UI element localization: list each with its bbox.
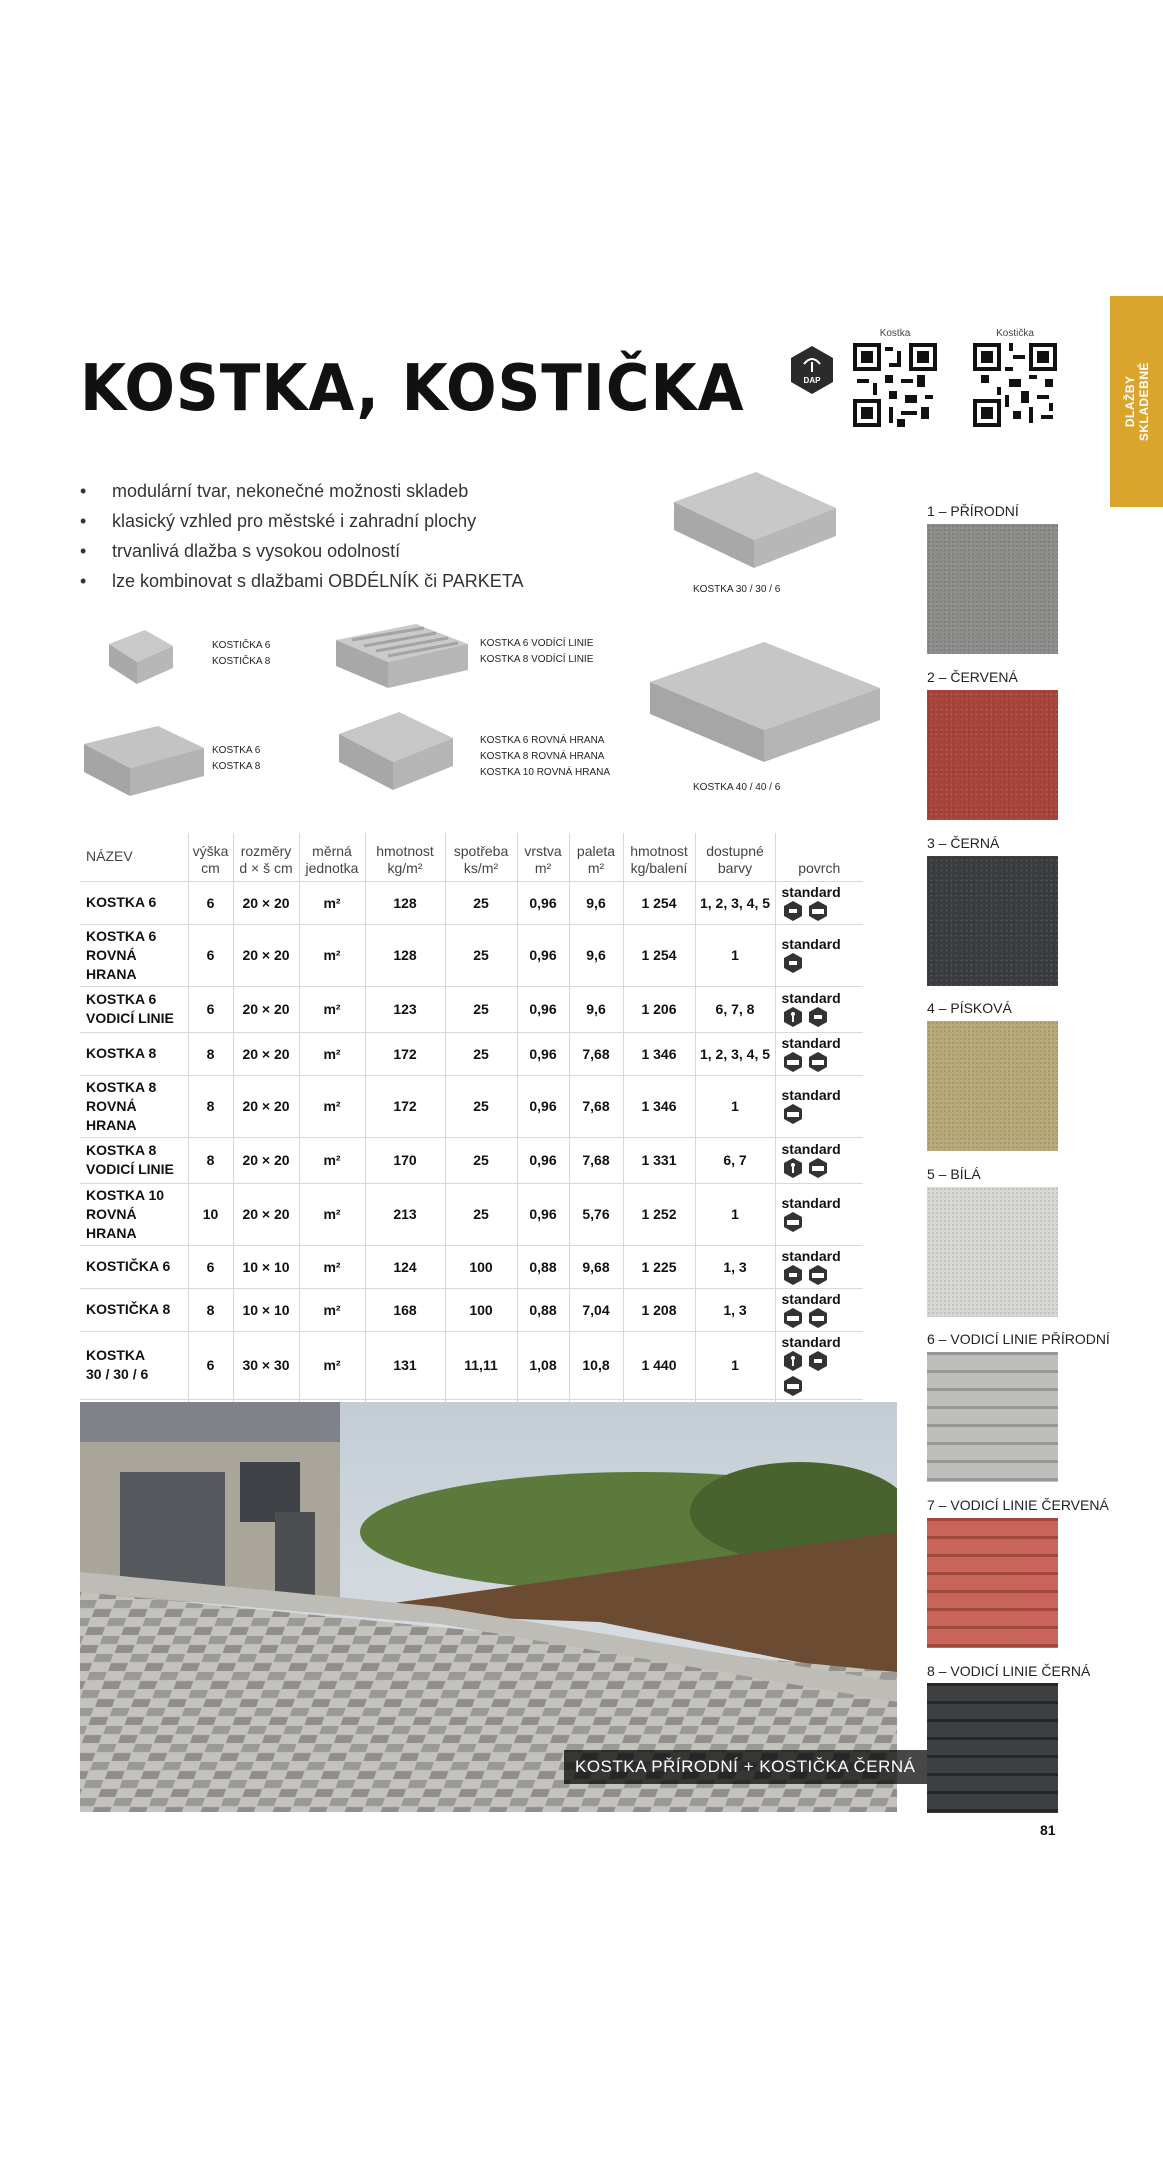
swatch-cervena: [927, 690, 1058, 820]
qr-label: Kostka: [879, 328, 911, 339]
table-row: KOSTKA 6 ROVNÁ HRANA 6 20 × 20 m² 128 25 0,96 9,6 1 254 1 standard: [80, 924, 863, 986]
col-paleta: paleta m²: [569, 833, 623, 881]
truck-icon: [807, 1264, 829, 1286]
swatch-label: 5 – BÍLÁ: [927, 1166, 981, 1182]
table-row: KOSTKA 10 ROVNÁ HRANA 10 20 × 20 m² 213 25 0,96 5,76 1 252 1 standard: [80, 1183, 863, 1245]
swatch-cerna: [927, 856, 1058, 986]
qr-label: Kostička: [996, 328, 1034, 339]
table-row: KOSTKA 8 ROVNÁ HRANA 8 20 × 20 m² 172 25 0,96 7,68 1 346 1 standard: [80, 1075, 863, 1137]
table-row: KOSTIČKA 8 8 10 × 10 m² 168 100 0,88 7,04 1 208 1, 3 standard: [80, 1288, 863, 1331]
truck-icon: [807, 1157, 829, 1179]
col-merna: měrná jednotka: [299, 833, 365, 881]
parking-icon: [807, 1350, 829, 1372]
kosticka-image: [105, 622, 177, 688]
kostka-label: KOSTKA 6 KOSTKA 8: [212, 745, 261, 772]
truck-icon: [782, 1375, 804, 1397]
table-row: KOSTKA 8 VODICÍ LINIE 8 20 × 20 m² 170 25 0,96 7,68 1 331 6, 7 standard: [80, 1137, 863, 1183]
pedestrian-icon: [782, 1006, 804, 1028]
qr-kosticka[interactable]: [973, 328, 1057, 432]
section-tab: [1110, 296, 1163, 507]
table-row: KOSTKA 30 / 30 / 6 6 30 × 30 m² 131 11,11 1,08 10,8 1 440 1 standard: [80, 1331, 863, 1399]
feature-list: [80, 476, 523, 596]
kostka-40-image: [646, 638, 884, 768]
swatch-label: 6 – VODICÍ LINIE PŘÍRODNÍ: [927, 1331, 1110, 1347]
qr-code-icon: [853, 343, 937, 427]
col-name: NÁZEV: [86, 848, 133, 865]
swatch-vodici-cervena: [927, 1518, 1058, 1648]
kostka-image: [82, 722, 206, 802]
kostka-rovna-hrana-image: [337, 708, 455, 794]
swatch-piskova: [927, 1021, 1058, 1151]
table-row: KOSTKA 6 VODICÍ LINIE 6 20 × 20 m² 123 25 0,96 9,6 1 206 6, 7, 8 standard: [80, 986, 863, 1032]
swatch-label: 2 – ČERVENÁ: [927, 669, 1018, 685]
truck-icon: [782, 1211, 804, 1233]
truck-icon: [782, 1051, 804, 1073]
swatch-vodici-cerna: [927, 1683, 1058, 1813]
photo-caption: KOSTKA PŘÍRODNÍ + KOSTIČKA ČERNÁ: [564, 1750, 927, 1784]
kosticka-label: KOSTIČKA 6 KOSTIČKA 8: [212, 640, 271, 667]
truck-icon: [782, 1307, 804, 1329]
truck-icon: [807, 900, 829, 922]
col-spotreba: spotřeba ks/m²: [445, 833, 517, 881]
kostka-rovna-hrana-label: KOSTKA 6 ROVNÁ HRANA KOSTKA 8 ROVNÁ HRANA KOSTKA 10 ROVNÁ HRANA: [480, 735, 611, 778]
page-title: KOSTKA, KOSTIČKA: [80, 352, 745, 426]
swatch-vodici-prirodni: [927, 1352, 1058, 1482]
kostka-30-label: KOSTKA 30 / 30 / 6: [693, 584, 781, 595]
specs-table: [80, 833, 863, 1467]
feature-item: • klasický vzhled pro městské i zahradní plochy: [80, 506, 523, 536]
feature-item: • modulární tvar, nekonečné možnosti skladeb: [80, 476, 523, 506]
swatch-label: 1 – PŘÍRODNÍ: [927, 503, 1019, 519]
swatch-label: 4 – PÍSKOVÁ: [927, 1000, 1012, 1016]
truck-icon: [807, 1307, 829, 1329]
pedestrian-icon: [782, 1157, 804, 1179]
swatch-prirodni: [927, 524, 1058, 654]
table-row: KOSTIČKA 6 6 10 × 10 m² 124 100 0,88 9,68 1 225 1, 3 standard: [80, 1245, 863, 1288]
qr-code-icon: [973, 343, 1057, 427]
feature-item: • lze kombinovat s dlažbami OBDÉLNÍK či PARKETA: [80, 566, 523, 596]
swatch-label: 7 – VODICÍ LINIE ČERVENÁ: [927, 1497, 1109, 1513]
swatch-label: 8 – VODICÍ LINIE ČERNÁ: [927, 1663, 1091, 1679]
dap-badge-label: DAP: [803, 376, 821, 385]
col-vrstva: vrstva m²: [517, 833, 569, 881]
col-hmotnost-baleni: hmotnost kg/balení: [623, 833, 695, 881]
col-povrch: povrch: [775, 833, 863, 881]
table-row: KOSTKA 6 6 20 × 20 m² 128 25 0,96 9,6 1 254 1, 2, 3, 4, 5 standard: [80, 881, 863, 924]
pedestrian-icon: [782, 1350, 804, 1372]
col-hmotnost: hmotnost kg/m²: [365, 833, 445, 881]
feature-item: • trvanlivá dlažba s vysokou odolností: [80, 536, 523, 566]
table-row: KOSTKA 8 8 20 × 20 m² 172 25 0,96 7,68 1 346 1, 2, 3, 4, 5 standard: [80, 1032, 863, 1075]
qr-kostka[interactable]: [853, 328, 937, 432]
parking-icon: [782, 900, 804, 922]
page-number: 81: [1040, 1822, 1056, 1838]
truck-icon: [807, 1051, 829, 1073]
kostka-vodici-label: KOSTKA 6 VODÍCÍ LINIE KOSTKA 8 VODÍCÍ LINIE: [480, 638, 594, 665]
kostka-30-image: [670, 468, 840, 574]
table-header-row: [80, 833, 863, 881]
col-barvy: dostupné barvy: [695, 833, 775, 881]
kostka-vodici-image: [332, 618, 472, 694]
section-tab-label: DLAŽBY SKLADEBNÉ: [1122, 361, 1151, 442]
parking-icon: [807, 1006, 829, 1028]
dap-badge: [788, 344, 836, 396]
col-rozmery: rozměry d × š cm: [233, 833, 299, 881]
parking-icon: [782, 1264, 804, 1286]
kostka-40-label: KOSTKA 40 / 40 / 6: [693, 782, 781, 793]
truck-icon: [782, 1103, 804, 1125]
swatch-bila: [927, 1187, 1058, 1317]
swatch-label: 3 – ČERNÁ: [927, 835, 1000, 851]
parking-icon: [782, 952, 804, 974]
col-vyska: výška cm: [188, 833, 233, 881]
